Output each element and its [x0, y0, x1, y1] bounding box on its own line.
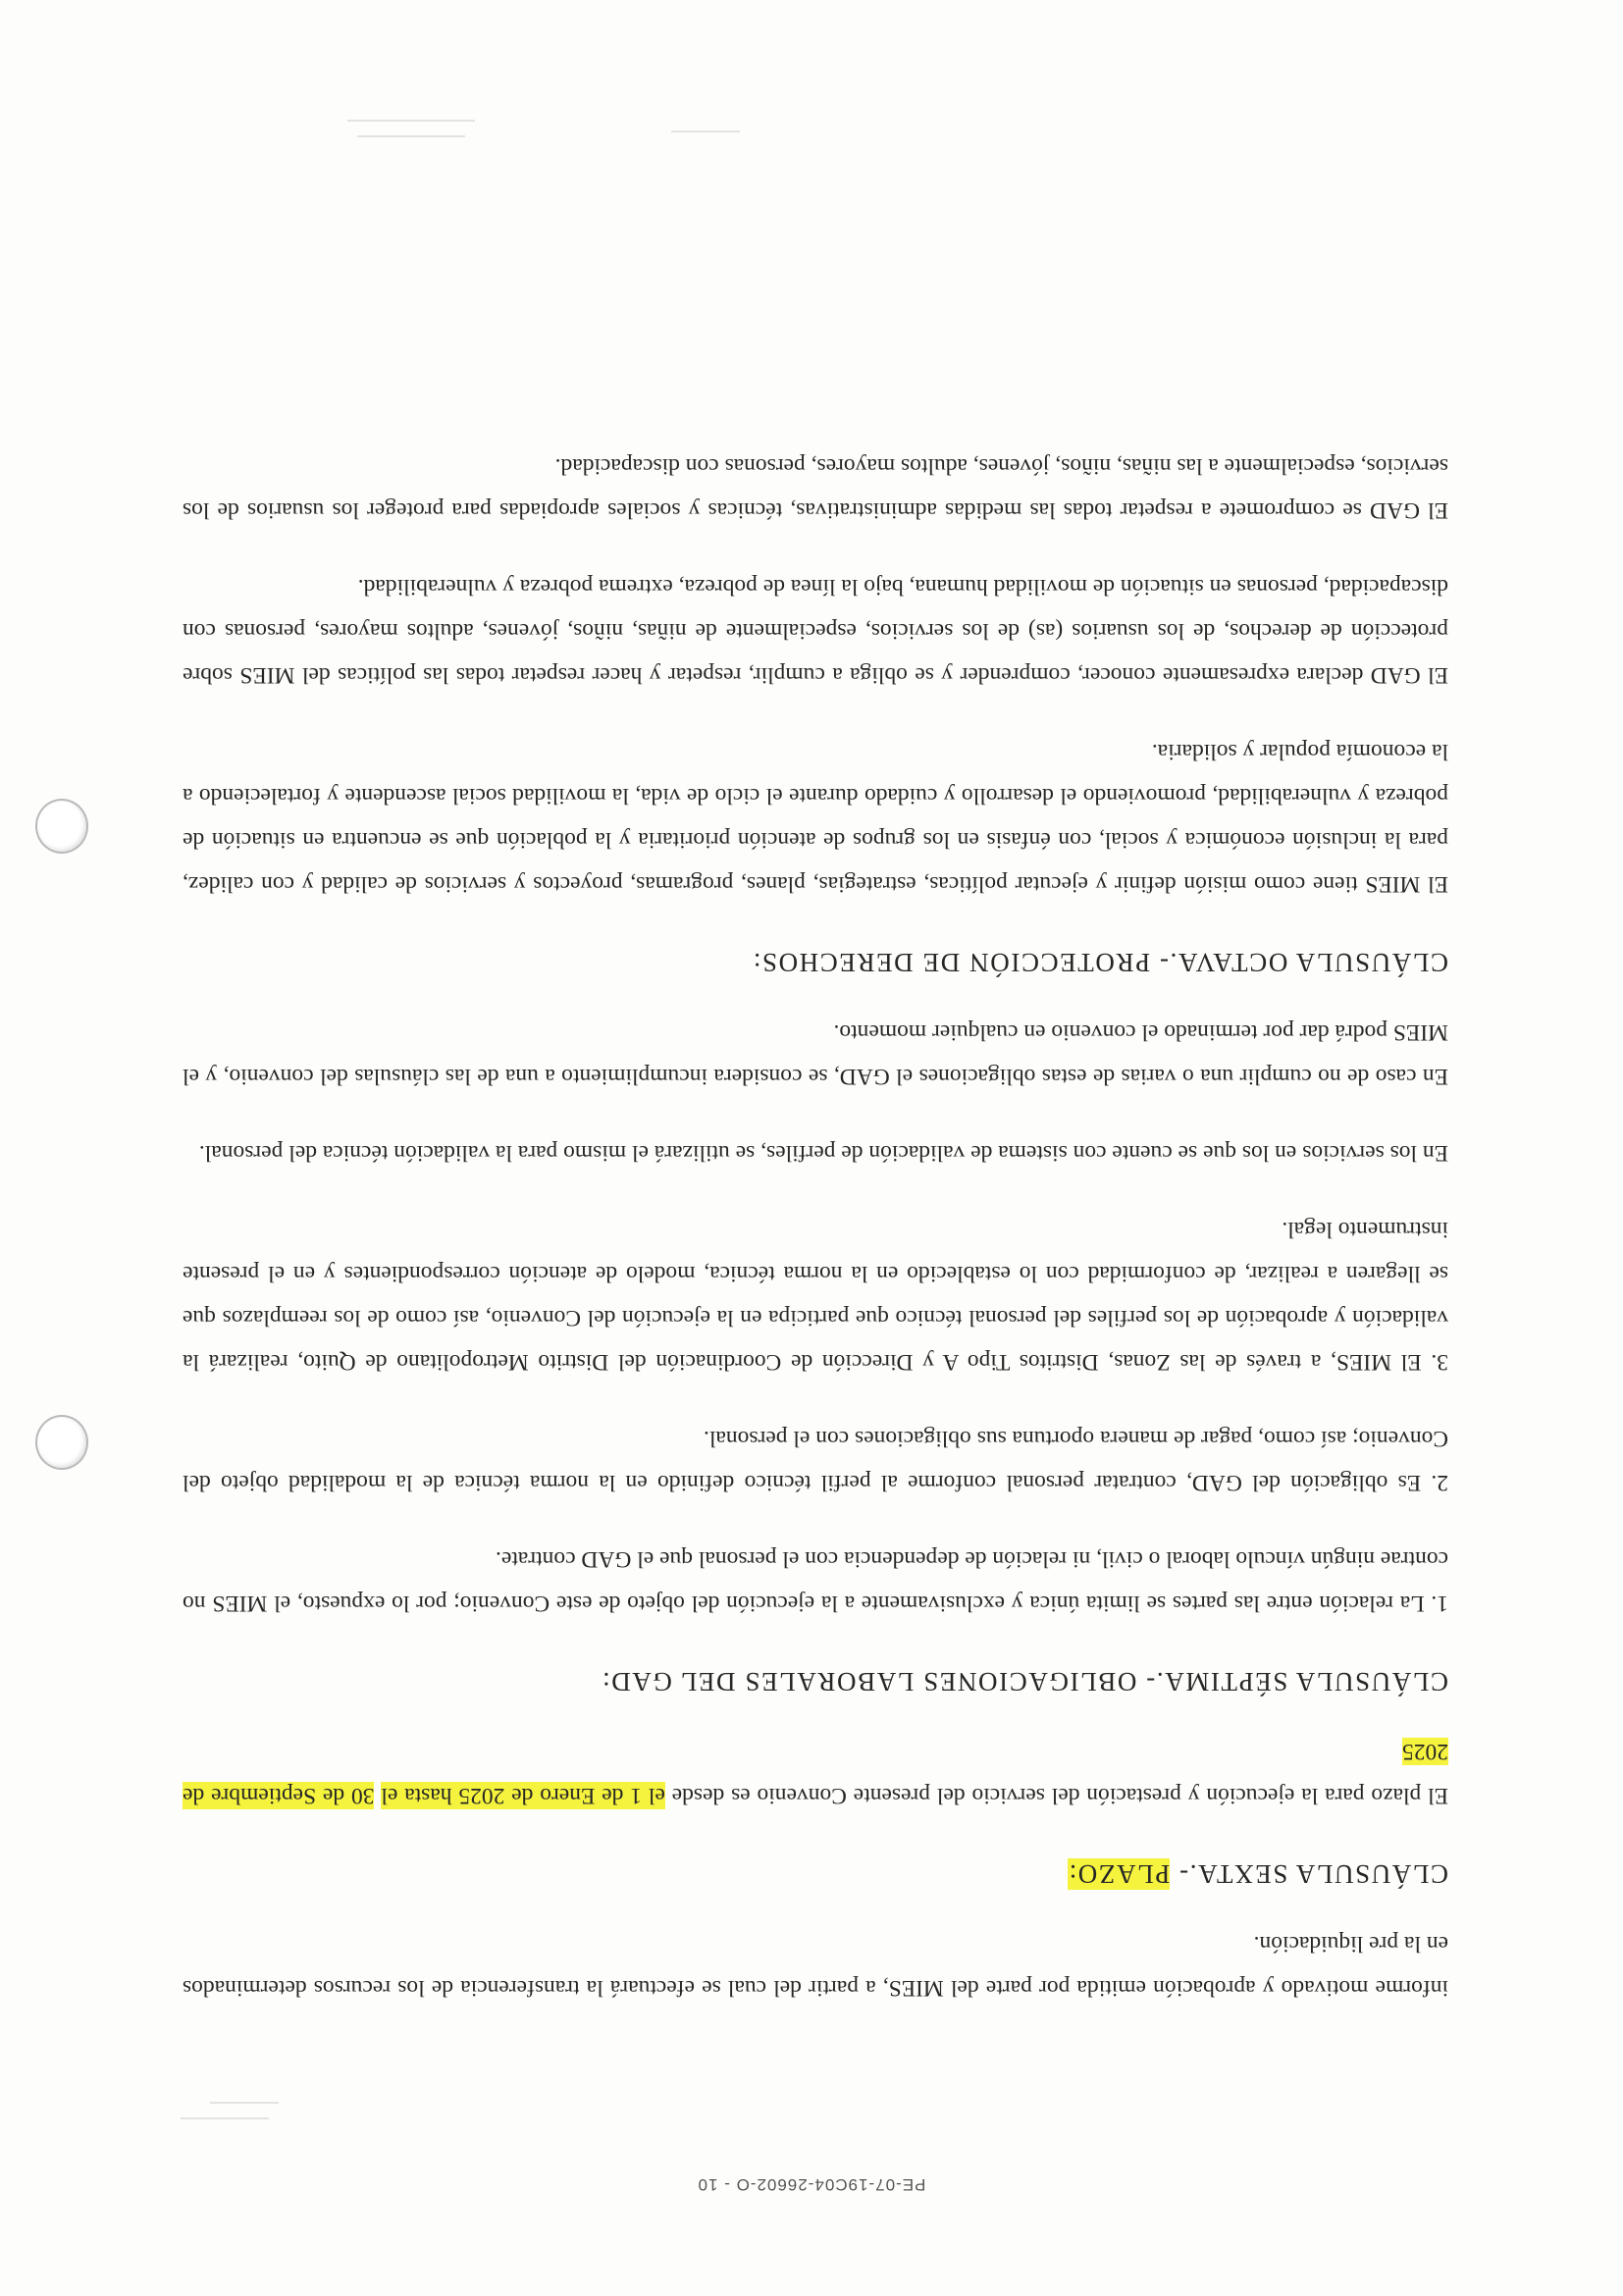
punch-hole-bottom — [35, 799, 88, 854]
clause-6-title-highlight: PLAZO: — [1068, 1859, 1171, 1889]
document-body — [183, 411, 1448, 2009]
scan-smudge — [347, 120, 475, 122]
clause-7-validation-paragraph: En los servicios en los que se cuente con sistema de validación de perfiles, se utilizará el mismo para la validación técnica del personal. — [198, 1140, 1448, 1166]
scan-smudge — [357, 135, 465, 137]
scan-smudge — [210, 2102, 279, 2104]
clause-6-paragraph — [183, 1729, 1448, 1817]
clause-7-title: CLÁUSULA SÉPTIMA.- OBLIGACIONES LABORALES DEL GAD: — [601, 1667, 1448, 1696]
clause-6-title-prefix: CLÁUSULA SEXTA.- — [1170, 1859, 1448, 1889]
clause-8-paragraph-1: El MIES tiene como misión definir y ejecutar políticas, estrategias, planes, programas, proyectos y servicios de calidad y con calidez, para la inclusión económica y social, con énfasis en los grupos de atención prioritaria y la población que se encuentra en situación de pobreza y vulnerabilidad, promoviendo el desarrollo y cuidado durante el ciclo de vida, la movilidad social ascendente y fortaleciendo a la economía popular y solidaria. — [183, 739, 1448, 897]
clause-7-breach-paragraph: En caso de no cumplir una o varias de estas obligaciones el GAD, se considera incumplimiento a una de las cláusulas del convenio, y el MIES podrá dar por terminado el convenio en cualquier momento. — [183, 1019, 1448, 1089]
clause-6-title — [183, 1858, 1448, 1889]
clause-8-paragraph-2: El GAD declara expresamente conocer, comprender y se obliga a cumplir, respetar y hacer respetar todas las políticas del MIES sobre protección de derechos, de los usuarios (as) de los servicios, especialmente de niñas, niños, jóvenes, adultos mayores, personas con discapacidad, personas en situación de movilidad humana, bajo la línea de pobreza, extrema pobreza y vulnerabilidad. — [183, 574, 1448, 688]
clause-6-date-start: el 1 de Enero de 2025 hasta el — [381, 1783, 665, 1808]
clause-7-item-2: 2. Es obligación del GAD, contratar personal conforme al perfil técnico definido en la norma técnica de la modalidad objeto del Convenio; así como, pagar de manera oportuna sus obligaciones con el personal. — [183, 1426, 1448, 1495]
clause-7-item-1: 1. La relación entre las partes se limita única y exclusivamente a la ejecución del objeto de este Convenio; por lo expuesto, el MIES no contrae ningún vínculo laboral o civil, ni relación de dependencia con el personal que el GAD contrate. — [183, 1546, 1448, 1616]
scan-smudge — [181, 2117, 269, 2119]
clause-7-item-3: 3. El MIES, a través de las Zonas, Distritos Tipo A y Dirección de Coordinación del Distrito Metropolitano de Quito, realizará la validación y aprobación de los perfiles del personal técnico que participa en la ejecución del Convenio, así como de los reemplazos que se llegaren a realizar, de conformidad con lo establecido en la norma técnica, modelo de atención correspondientes y en el presente instrumento legal. — [183, 1217, 1448, 1375]
clause-8-paragraph-3: El GAD se compromete a respetar todas las medidas administrativas, técnicas y sociales apropiadas para proteger los usuarios de los servicios, especialmente a las niñas, niños, jóvenes, adultos mayores, personas con discapacidad. — [183, 453, 1448, 523]
document-code: PE-07-19C04-26602-O - 10 — [697, 2175, 926, 2194]
clause-6-text: El plazo para la ejecución y prestación del servicio del presente Convenio es desde — [664, 1783, 1448, 1808]
scan-smudge — [671, 130, 740, 132]
punch-hole-top — [35, 1415, 88, 1470]
intro-end-paragraph: informe motivado y aprobación emitida por parte del MIES, a partir del cual se efectuará la transferencia de los recursos determinados en la pre liquidación. — [183, 1931, 1448, 2001]
clause-6-date-end: 30 de Septiembre de 2025 — [183, 1739, 1448, 1808]
clause-8-title: CLÁUSULA OCTAVA.- PROTECCIÓN DE DERECHOS: — [752, 948, 1448, 977]
